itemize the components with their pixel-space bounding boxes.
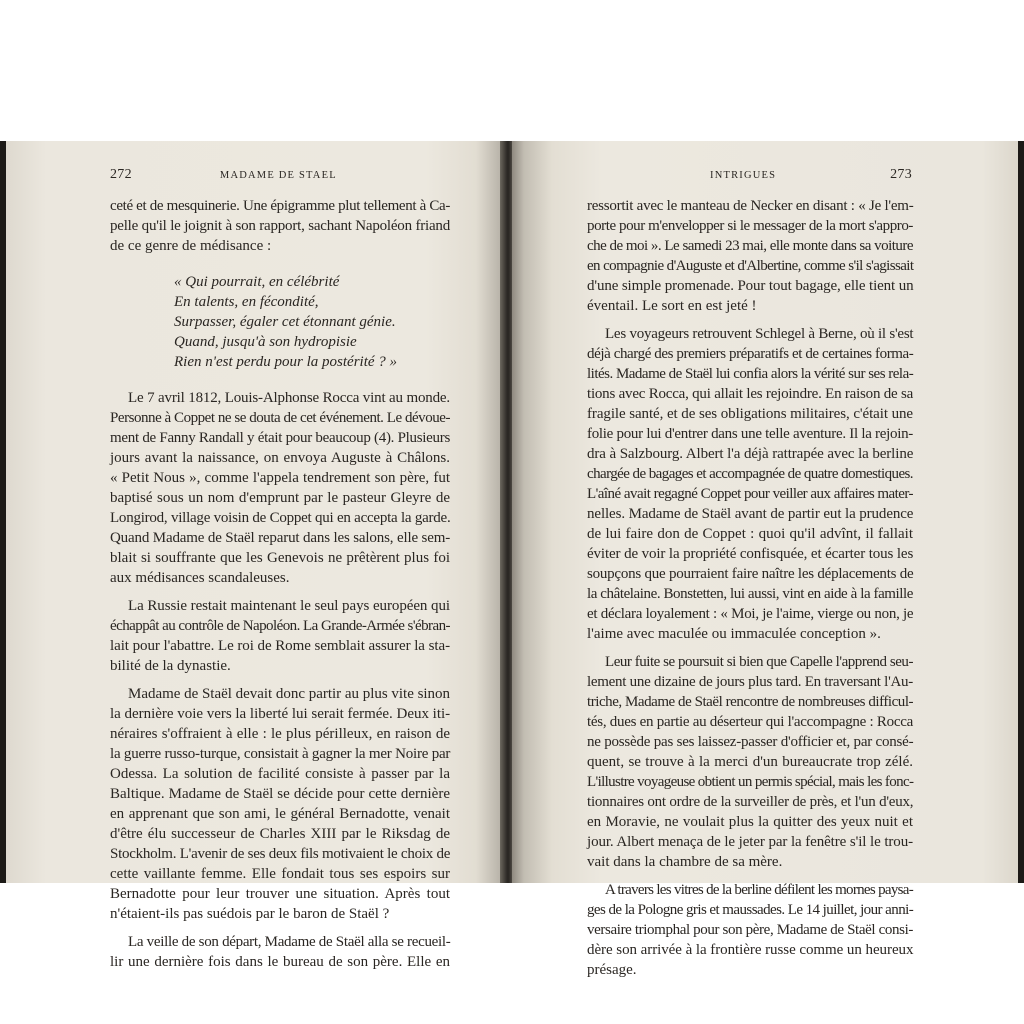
left-page-number: 272 <box>110 167 132 182</box>
text-line: en apprenant que son ami, le général Bernadotte, venait <box>110 806 450 822</box>
text-line: aux médisances scandaleuses. <box>110 570 290 586</box>
text-line: lait pour l'abattre. Le roi de Rome semblait assurer la sta- <box>110 638 450 654</box>
left-body-text <box>110 196 450 972</box>
paragraph <box>110 388 450 588</box>
text-line: quent, se trouve à la merci d'un bureaucrate trop zélé. <box>587 754 913 770</box>
text-line: la dernière voie vers la liberté lui serait fermée. Deux iti- <box>110 706 451 722</box>
text-line: jours avant la naissance, on envoya Auguste à Châlons. <box>110 450 450 466</box>
text-line: en compagnie d'Auguste et d'Albertine, comme s'il s'agissait <box>587 258 914 274</box>
text-line: ment de Fanny Randall y était pour beaucoup (4). Plusieurs <box>110 430 450 446</box>
text-line: pelle qu'il le joignit à son rapport, sachant Napoléon friand <box>110 218 450 234</box>
text-line: présage. <box>587 962 637 978</box>
text-line: La Russie restait maintenant le seul pays européen qui <box>128 598 450 614</box>
text-line: dra à Salzbourg. Albert l'a déjà rattrapée avec la berline <box>587 446 914 462</box>
text-line: tés, dues en partie au déserteur qui l'accompagne : Rocca <box>587 714 913 730</box>
text-line: « Petit Nous », comme l'appela tendrement son père, fut <box>110 470 450 486</box>
paragraph <box>587 652 913 872</box>
text-line: ceté et de mesquinerie. Une épigramme plut tellement à Ca- <box>110 198 450 214</box>
text-line: Madame de Staël devait donc partir au plus vite sinon <box>128 686 450 702</box>
text-line: éviter de voir la propriété confisquée, et écarter tous les <box>587 546 914 562</box>
text-line: triche, Madame de Staël rencontre de nombreuses difficul- <box>587 694 914 710</box>
text-line: Longirod, village voisin de Coppet qui en accepta la garde. <box>110 510 451 526</box>
text-line: lités. Madame de Staël lui confia alors la vérité sur ses rela- <box>587 366 914 382</box>
text-line: ressortit avec le manteau de Necker en disant : « Je l'em- <box>587 198 914 214</box>
left-running-head <box>110 167 446 183</box>
right-page-number: 273 <box>890 167 912 182</box>
left-page <box>6 141 504 970</box>
paragraph <box>587 196 913 316</box>
text-line: L'illustre voyageuse obtient un permis spécial, mais les fonc- <box>587 774 914 790</box>
text-line: folie pour lui d'entrer dans une telle aventure. Il la rejoin- <box>587 426 913 442</box>
text-line: ne possède pas ses laissez-passer d'officier et, par consé- <box>587 734 914 750</box>
text-line: blait si souffrante que les Genevois ne prêtèrent plus foi <box>110 550 450 566</box>
text-line: Leur fuite se poursuit si bien que Capelle l'apprend seu- <box>605 654 913 670</box>
text-line: Baltique. Madame de Staël se décide pour cette dernière <box>110 786 450 802</box>
text-line: Les voyageurs retrouvent Schlegel à Berne, où il s'est <box>605 326 914 342</box>
text-line: fragile santé, et de ses obligations militaires, c'était une <box>587 406 913 422</box>
paragraph <box>110 596 450 676</box>
text-line: l'aime avec maculée ou immaculée conception ». <box>587 626 881 642</box>
text-line: Personne à Coppet ne se douta de cet événement. Le dévoue- <box>110 410 450 426</box>
paragraph <box>110 196 450 256</box>
text-line: lir une dernière fois dans le bureau de son père. Elle en <box>110 954 450 970</box>
right-running-title: INTRIGUES <box>710 170 777 181</box>
text-line: dère son arrivée à la frontière russe comme un heureux <box>587 942 914 958</box>
text-line: Quand Madame de Staël reparut dans les salons, elle sem- <box>110 530 451 546</box>
text-line: de lui faire don de Coppet : quoi qu'il advînt, il fallait <box>587 526 913 542</box>
text-line: porte pour m'envelopper si le messager de la mort s'appro- <box>587 218 913 234</box>
paragraph <box>110 932 450 972</box>
paragraph <box>587 324 913 644</box>
text-line: éventail. Le sort en est jeté ! <box>587 298 757 314</box>
right-page <box>512 141 1018 978</box>
text-line: la châtelaine. Bonstetten, lui aussi, vint en aide à la famille <box>587 586 913 602</box>
text-line: la guerre russo-turque, consistait à gagner la mer Noire par <box>110 746 451 762</box>
text-line: néraires s'offraient à elle : le plus périlleux, en raison de <box>110 726 450 742</box>
text-line: déjà chargé des premiers préparatifs et de certaines forma- <box>587 346 914 362</box>
text-line: chargée de bagages et accompagnée de quatre domestiques. <box>587 466 913 482</box>
text-line: baptisé sous un nom d'emprunt par le pasteur Gleyre de <box>110 490 450 506</box>
right-body-text <box>587 196 913 980</box>
text-line: en Moravie, ne voulait plus la quitter des yeux nuit et <box>587 814 913 830</box>
text-line: L'aîné avait regagné Coppet pour veiller aux affaires mater- <box>587 486 913 502</box>
text-line: nelles. Madame de Staël avant de partir eut la prudence <box>587 506 914 522</box>
text-line: échappât au contrôle de Napoléon. La Grande-Armée s'ébran- <box>110 618 450 634</box>
text-line: tionnaires ont ordre de la surveiller de près, et l'un d'eux, <box>587 794 914 810</box>
text-line: de ce genre de médisance : <box>110 238 272 254</box>
text-line: ges de la Pologne gris et maussades. Le 14 juillet, jour anni- <box>587 902 914 918</box>
text-line: tions avec Rocca, qui allait les rejoindre. En raison de sa <box>587 386 914 402</box>
text-line: et déclara loyalement : « Moi, je l'aime, vierge ou non, je <box>587 606 914 622</box>
text-line: versaire triomphal pour son père, Madame de Staël consi- <box>587 922 913 938</box>
text-line: Bernadotte pour leur trouver une situation. Après tout <box>110 886 450 902</box>
text-line: jour. Albert menaça de le jeter par la fenêtre s'il le trou- <box>587 834 913 850</box>
text-line: d'une simple promenade. Pour tout bagage, elle tient un <box>587 278 914 294</box>
text-line: A travers les vitres de la berline défilent les mornes paysa- <box>605 882 913 898</box>
text-line: lement une dizaine de jours plus tard. En traversant l'Au- <box>587 674 913 690</box>
text-line: n'étaient-ils pas suédois par le baron de Staël ? <box>110 906 390 922</box>
left-running-title: MADAME DE STAEL <box>219 170 337 181</box>
paragraph <box>587 880 913 980</box>
verse-line: Quand, jusqu'à son hydropisie <box>174 334 357 350</box>
text-line: che de moi ». Le samedi 23 mai, elle monte dans sa voiture <box>587 238 913 254</box>
text-line: Stockholm. L'avenir de ses deux fils motivaient le choix de <box>110 846 451 862</box>
text-line: Odessa. La solution de facilité consiste à passer par la <box>110 766 450 782</box>
text-line: vait dans la chambre de sa mère. <box>587 854 783 870</box>
verse-line: Rien n'est perdu pour la postérité ? » <box>174 354 398 370</box>
text-line: d'être élu successeur de Charles XIII par le Riksdag de <box>110 826 450 842</box>
text-line: bilité de la dynastie. <box>110 658 231 674</box>
text-line: cette vaillante femme. Elle fondait tous ses espoirs sur <box>110 866 450 882</box>
verse-line: « Qui pourrait, en célébrité <box>174 274 340 290</box>
verse-line: Surpasser, égaler cet étonnant génie. <box>174 314 396 330</box>
text-line: La veille de son départ, Madame de Staël alla se recueil- <box>128 934 451 950</box>
text-line: soupçons que pourraient faire naître les déplacements de <box>587 566 914 582</box>
verse-line: En talents, en fécondité, <box>174 294 319 310</box>
epigram-verse <box>174 272 450 372</box>
text-line: Le 7 avril 1812, Louis-Alphonse Rocca vint au monde. <box>128 390 450 406</box>
paragraph <box>110 684 450 924</box>
right-running-head <box>512 167 912 183</box>
